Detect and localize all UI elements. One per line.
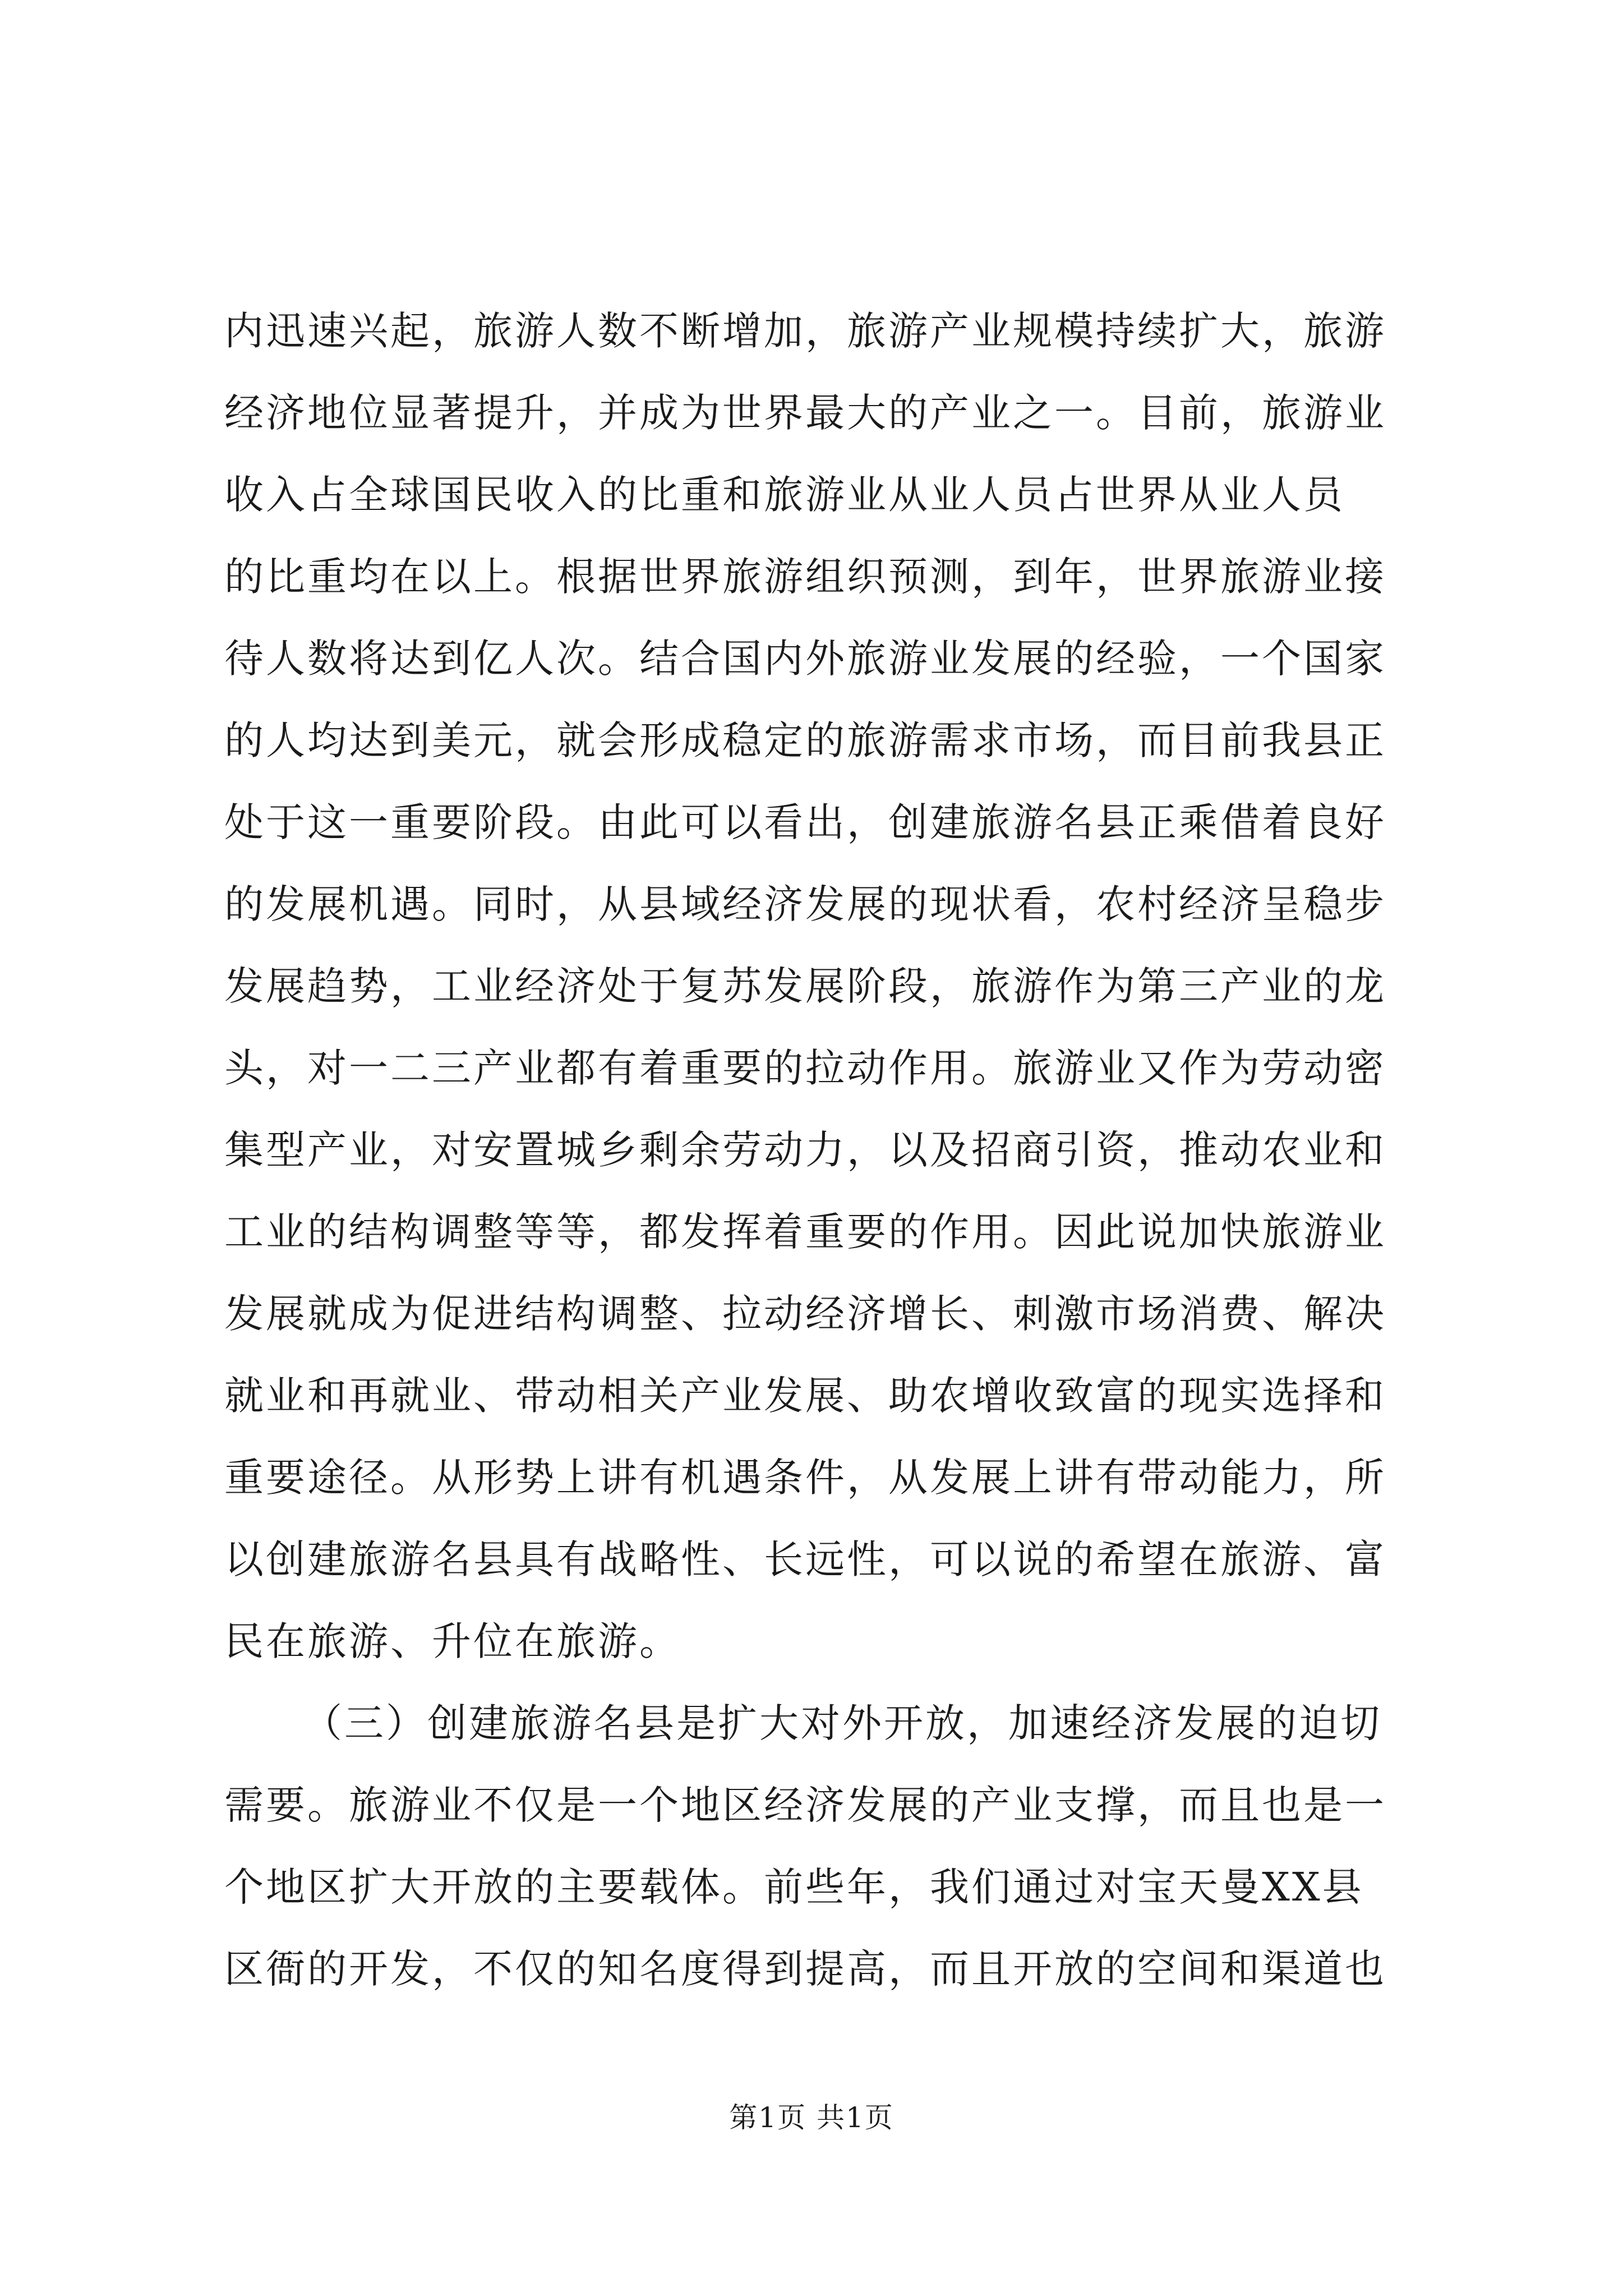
body-text-line: 需要。旅游业不仅是一个地区经济发展的产业支撑，而且也是一 — [224, 1782, 1386, 1828]
body-text-line: 待人数将达到亿人次。结合国内外旅游业发展的经验，一个国家 — [224, 636, 1386, 682]
body-text-line: 重要途径。从形势上讲有机遇条件，从发展上讲有带动能力，所 — [224, 1455, 1386, 1501]
body-text-line: 工业的结构调整等等，都发挥着重要的作用。因此说加快旅游业 — [224, 1209, 1386, 1255]
body-text-line: 的发展机遇。同时，从县域经济发展的现状看，农村经济呈稳步 — [224, 881, 1386, 927]
body-text-line: 区衙的开发，不仅的知名度得到提高，而且开放的空间和渠道也 — [224, 1946, 1386, 1992]
body-text-line: 集型产业，对安置城乡剩余劳动力，以及招商引资，推动农业和 — [224, 1127, 1386, 1173]
body-text-line: 收入占全球国民收入的比重和旅游业从业人员占世界从业人员 — [224, 472, 1345, 518]
body-text-line: 头，对一二三产业都有着重要的拉动作用。旅游业又作为劳动密 — [224, 1045, 1386, 1091]
paragraph-first-line: （三）创建旅游名县是扩大对外开放，加速经济发展的迫切 — [303, 1700, 1382, 1746]
body-text-line: 就业和再就业、带动相关产业发展、助农增收致富的现实选择和 — [224, 1373, 1386, 1419]
body-text-line: 发展趋势，工业经济处于复苏发展阶段，旅游作为第三产业的龙 — [224, 963, 1386, 1009]
body-text-line: 处于这一重要阶段。由此可以看出，创建旅游名县正乘借着良好 — [224, 799, 1386, 845]
page-footer: 第1页 共1页 — [729, 2101, 894, 2134]
body-text-line: 经济地位显著提升，并成为世界最大的产业之一。目前，旅游业 — [224, 390, 1386, 436]
body-text-line: 内迅速兴起，旅游人数不断增加，旅游产业规模持续扩大，旅游 — [224, 308, 1386, 354]
body-text-line: 个地区扩大开放的主要载体。前些年，我们通过对宝天曼XX县 — [224, 1864, 1364, 1910]
body-text-line: 民在旅游、升位在旅游。 — [224, 1618, 681, 1664]
body-text-line: 以创建旅游名县具有战略性、长远性，可以说的希望在旅游、富 — [224, 1536, 1386, 1582]
body-text-line: 的人均达到美元，就会形成稳定的旅游需求市场，而目前我县正 — [224, 717, 1386, 763]
body-text-line: 发展就成为促进结构调整、拉动经济增长、刺激市场消费、解决 — [224, 1291, 1386, 1337]
body-text-line: 的比重均在以上。根据世界旅游组织预测，到年，世界旅游业接 — [224, 554, 1386, 600]
